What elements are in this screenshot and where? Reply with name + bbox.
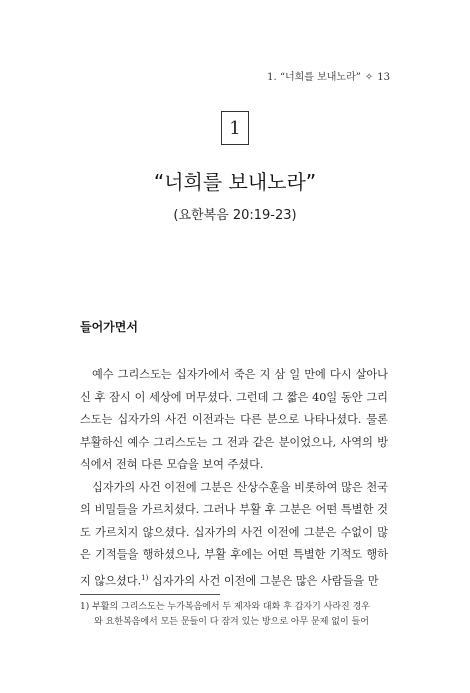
section-heading: 들어가면서 [80,320,138,334]
body-line: 신 후 잠시 이 세상에 머무셨다. 그런데 그 짧은 40일 동안 그리 [80,390,388,404]
footnote-line: 와 요한복음에서 모든 문들이 다 잠겨 있는 방으로 아무 문제 없이 들어 [94,617,369,627]
footnote [80,600,390,630]
running-header-chapter: 1. “너희를 보내노라” [267,72,361,83]
chapter-title: “너희를 보내노라” [153,170,317,194]
body-line-text: 지 않으셨다. [80,574,142,588]
body-line: 도 가르치지 않으셨다. 십자가의 사건 이전에 그분은 수없이 많 [80,525,388,539]
body-line: 식에서 전혀 다른 모습을 보여 주셨다. [80,458,264,471]
body-line: 십자가의 사건 이전에 그분은 산상수훈을 비롯하여 많은 천국 [92,480,388,494]
running-header [267,68,390,83]
chapter-number: 1 [229,117,241,139]
body-line: 부활하신 예수 그리스도는 그 전과 같은 분이었으나, 사역의 방 [80,435,388,449]
footnote-marker: 1) [141,573,149,582]
body-line: 의 비밀들을 가르치셨다. 그러나 부활 후 그분은 어떤 특별한 것 [80,503,388,516]
body-line-text: 십자가의 사건 이전에 그분은 많은 사람들을 만 [148,574,379,588]
footnote-line: 1) 부활의 그리스도는 누가복음에서 두 제자와 대화 후 갑자기 사라진 경우 [80,602,370,612]
running-header-separator: ✧ [364,72,374,83]
page-number: 13 [377,72,390,83]
body-line: 스도는 십자가의 사건 이전과는 다른 분으로 나타나셨다. 물론 [80,413,388,426]
body-text [80,364,388,589]
chapter-number-box [221,111,249,145]
body-line: 예수 그리스도는 십자가에서 죽은 지 삼 일 만에 다시 살아나 [92,368,388,381]
footnote-rule [80,594,220,595]
body-line [80,567,388,590]
body-line: 은 기적들을 행하셨으나, 부활 후에는 어떤 특별한 기적도 행하 [80,548,388,561]
chapter-subtitle: (요한복음 20:19-23) [173,208,297,223]
